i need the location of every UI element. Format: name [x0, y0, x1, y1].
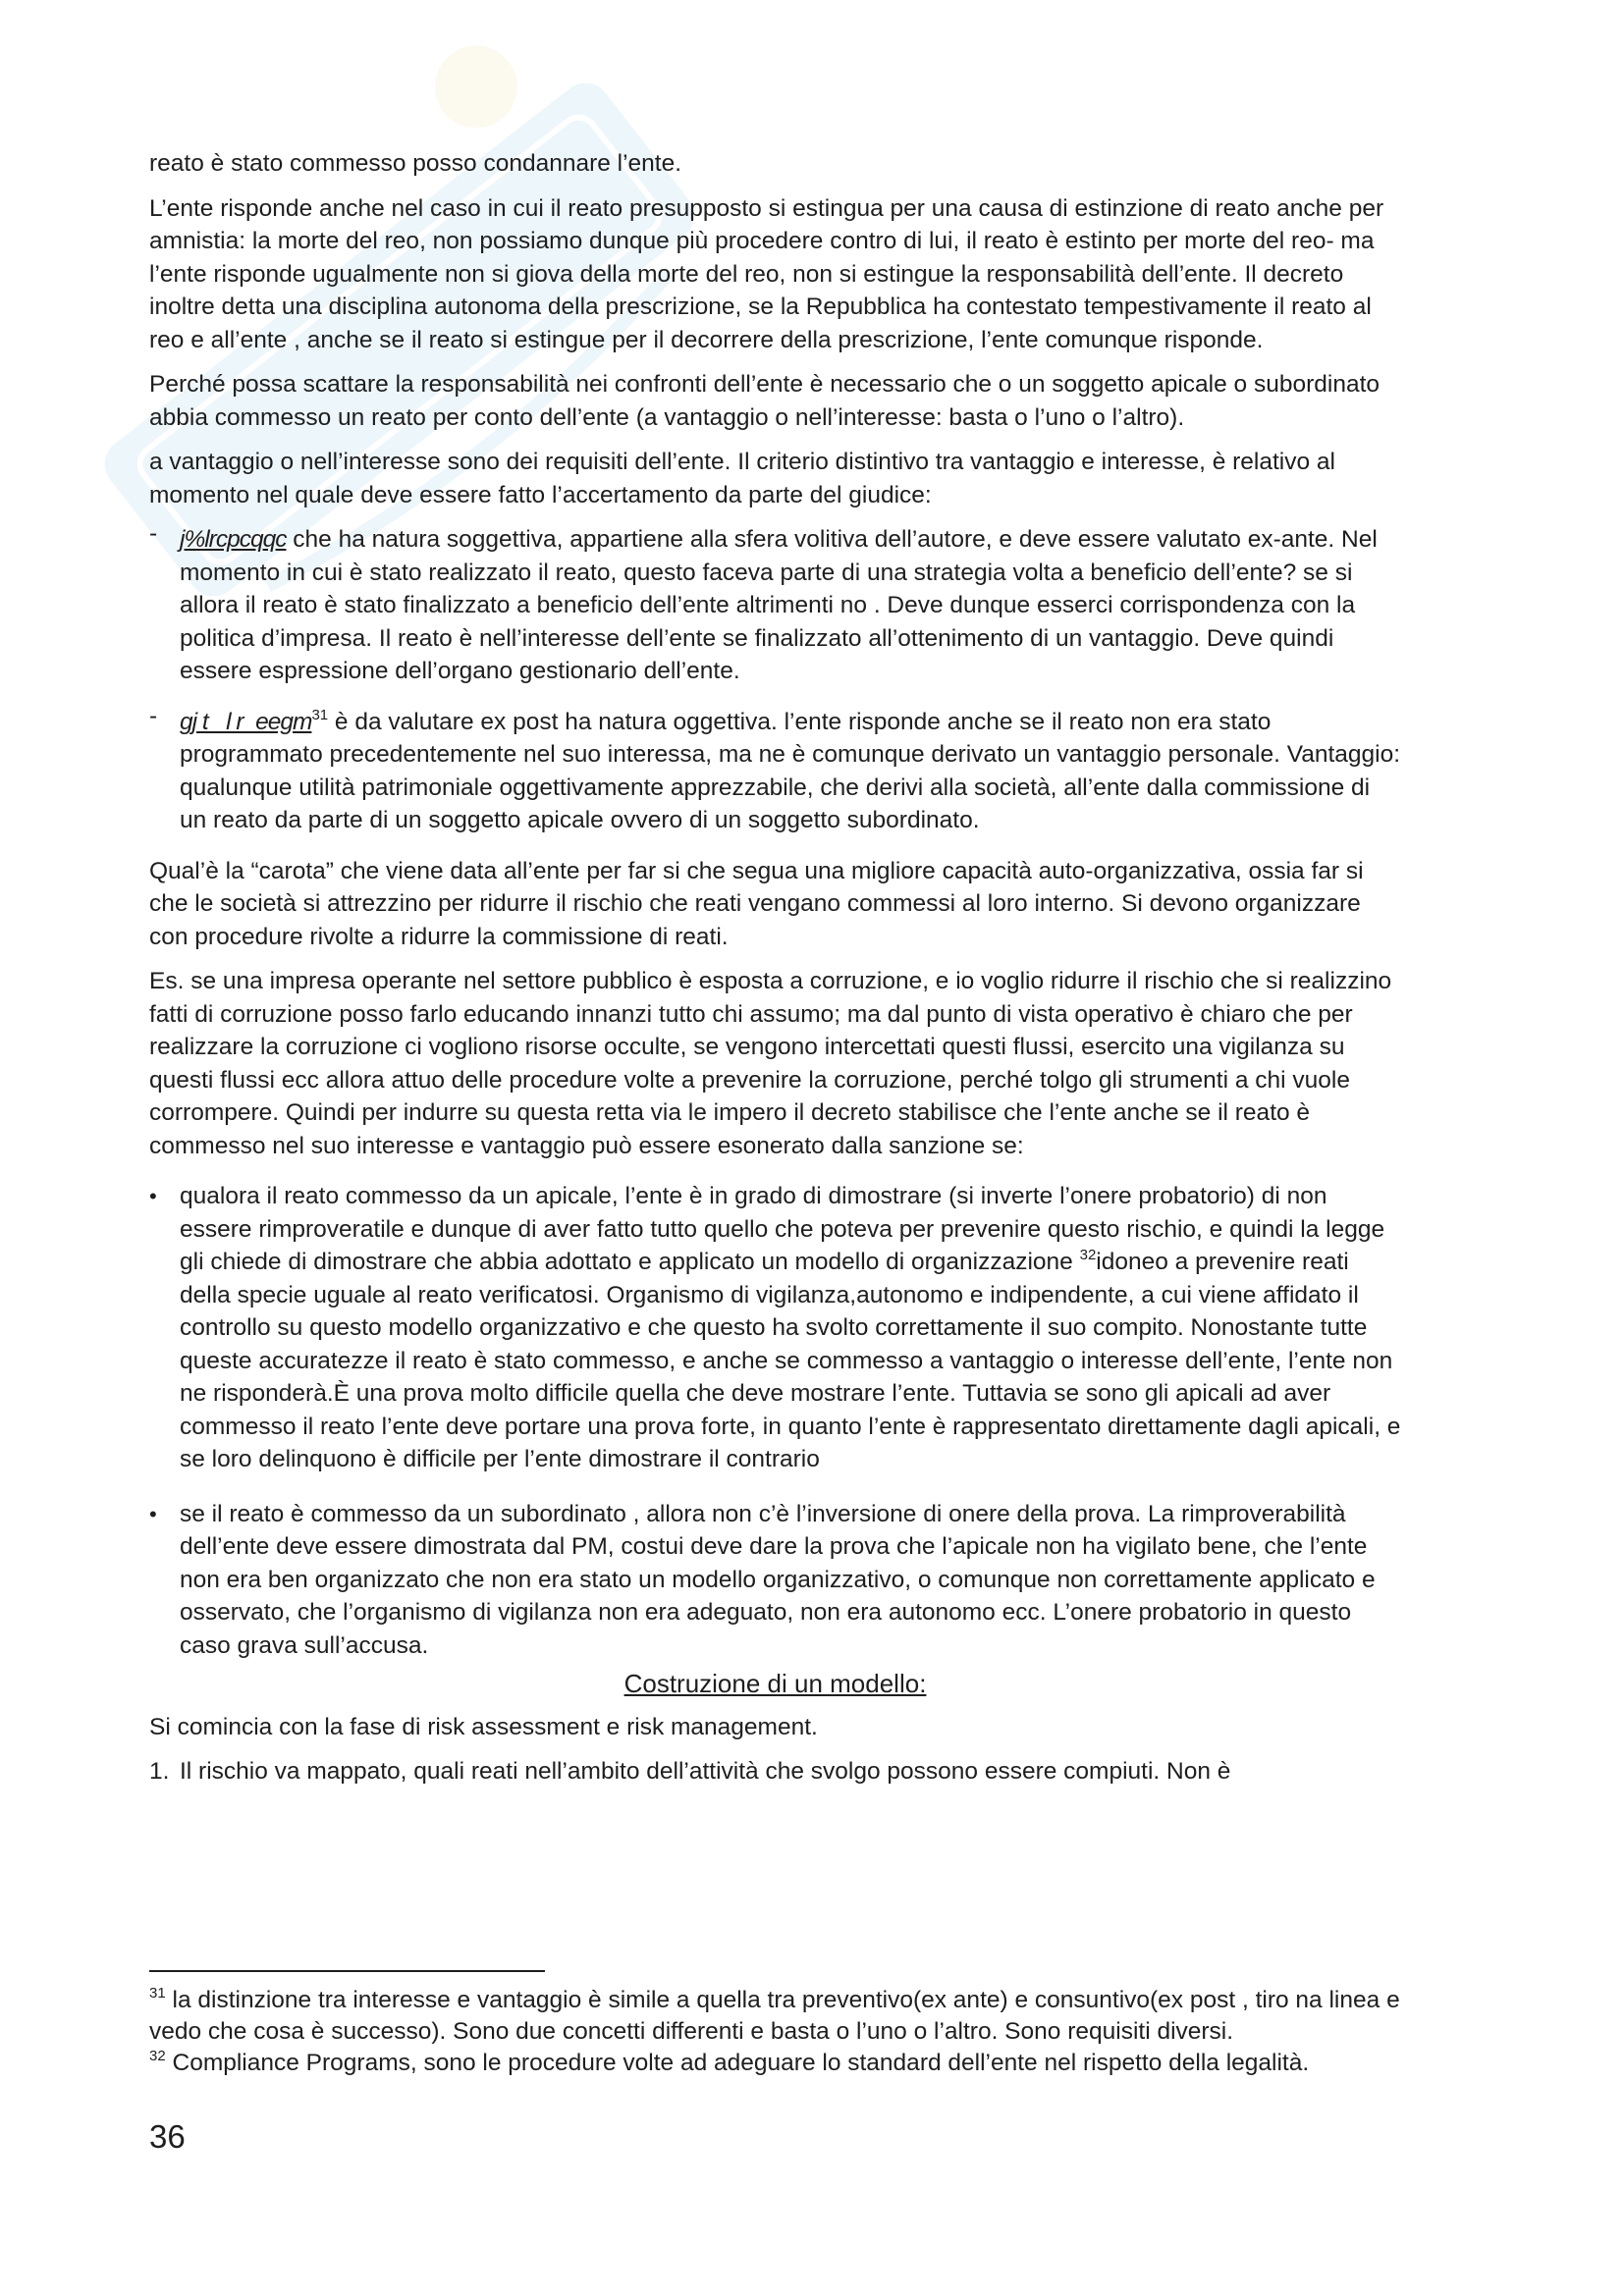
list-marker: - [149, 702, 158, 729]
footnote-ref[interactable]: 31 [311, 706, 329, 723]
list-item [149, 520, 1401, 688]
paragraph: Es. se una impresa operante nel settore pubblico è esposta a corruzione, e io voglio ridurre il rischio che si realizzino fatti di corruzione posso farlo educando innanzi tutto chi assumo; ma dal punto di vista operativo è chiaro che per realizzare la corruzione ci vogliono risorse occulte, se vengono intercettati questi flussi, esercito una vigilanza su questi flussi ecc allora attuo delle procedure volte a prevenire la corruzione, perché tolgo gli strumenti a chi vuole corrompere. Quindi per indurre su questa retta via le impero il decreto stabilisce che l’ente anche se il reato è commesso nel suo interesse e vantaggio può essere esonerato dalla sanzione se: [149, 968, 1392, 1159]
footnote-number: 32 [149, 2048, 166, 2064]
footnotes [149, 1985, 1401, 2079]
paragraph: L’ente risponde anche nel caso in cui il reato presupposto si estingua per una causa di estinzione di reato anche per amnistia: la morte del reo, non possiamo dunque più procedere contro di lui, il reato è estinto per morte del reo- ma l’ente risponde ugualmente non si giova della morte del reo, non si estingue la responsabilità dell’ente. Il decreto inoltre detta una disciplina autonoma della prescrizione, se la Repubblica ha contestato tempestivamente il reato al reo e all’ente , anche se il reato si estingue per il decorrere della prescrizione, l’ente comunque risponde. [149, 194, 1384, 353]
page-number: 36 [149, 2118, 186, 2155]
list-item [149, 1498, 1401, 1663]
page-body [149, 147, 1401, 1789]
paragraph: Qual’è la “carota” che viene data all’ente per far si che segua una migliore capacità auto-organizzativa, ossia far si che le società si attrezzino per ridurre il rischio che reati vengano commessi al loro interno. Si devono organizzare con procedure rivolte a ridurre la commissione di reati. [149, 857, 1364, 950]
paragraph: Si comincia con la fase di risk assessment e risk management. [149, 1713, 818, 1740]
list-text: qualora il reato commesso da un apicale, l’ente è in grado di dimostrare (si inverte l’onere probatorio) di non essere rimproveratile e dunque di aver fatto tutto quello che poteva per prevenire questo rischio, e quindi la legge gli chiede di dimostrare che abbia adottato e applicato un modello di organizzazione [180, 1183, 1385, 1275]
list-text: è da valutare ex post ha natura oggettiva. l’ente risponde anche se il reato non era stato programmato precedentemente nel suo interessa, ma ne è comunque derivato un vantaggio personale. Vantaggio: qualunque utilità patrimoniale oggettivamente apprezzabile, che derivi alla società, all’ente dalla commissione di un reato da parte di un soggetto apicale ovvero di un soggetto subordinato. [180, 708, 1401, 833]
list-text: che ha natura soggettiva, appartiene alla sfera volitiva dell’autore, e deve essere valutato ex-ante. Nel momento in cui è stato realizzato il reato, questo faceva parte di una strategia volta a beneficio dell’ente? se si allora il reato è stato finalizzato a beneficio dell’ente altrimenti no . Deve dunque esserci corrispondenza con la politica d’impresa. Il reato è nell’interesse dell’ente se finalizzato all’ottenimento di un vantaggio. Deve quindi essere espressione dell’organo gestionario dell’ente. [180, 526, 1378, 684]
list-marker: • [149, 1184, 157, 1208]
list-item [149, 1755, 1401, 1789]
footnote-separator [149, 1970, 545, 1972]
list-text: se il reato è commesso da un subordinato , allora non c’è l’inversione di onere della prova. La rimproverabilità dell’ente deve essere dimostrata dal PM, costui deve dare la prova che l’apicale non ha vigilato bene, che l’ente non era ben organizzato che non era stato un modello organizzativo, o comunque non correttamente applicato e osservato, che l’organismo di vigilanza non era adeguato, non era autonomo ecc. L’onere probatorio in questo caso grava sull’accusa. [180, 1500, 1376, 1659]
list-marker: 1. [149, 1758, 170, 1785]
list-text: Il rischio va mappato, quali reati nell’ambito dell’attività che svolgo possono essere compiuti. Non è [180, 1758, 1231, 1785]
footnote-text: la distinzione tra interesse e vantaggio è simile a quella tra preventivo(ex ante) e consuntivo(ex post , tiro na linea e vedo che cosa è successo). Sono due concetti differenti e basta o l’uno o l’altro. Sono requisiti diversi. [149, 1987, 1400, 2045]
footnote-text: Compliance Programs, sono le procedure volte ad adeguare lo standard dell’ente nel rispetto della legalità. [165, 2050, 1310, 2076]
footnote-ref[interactable]: 32 [1079, 1247, 1097, 1263]
footnote [149, 2048, 1401, 2079]
paragraph: reato è stato commesso posso condannare l’ente. [149, 150, 682, 177]
footnote [149, 1985, 1401, 2048]
footnote-number: 31 [149, 1985, 166, 2002]
paragraph: Perché possa scattare la responsabilità nei confronti dell’ente è necessario che o un soggetto apicale o subordinato abbia commesso un reato per conto dell’ente (a vantaggio o nell’interesse: basta o l’uno o l’altro). [149, 371, 1380, 431]
list-text: idoneo a prevenire reati della specie uguale al reato verificatosi. Organismo di vigilanza,autonomo e indipendente, a cui viene affidato il controllo su questo modello organizzativo e che questo ha svolto correttamente il suo compito. Nonostante tutte queste accuratezze il reato è stato commesso, e anche se commesso a vantaggio o interesse dell’ente, l’ente non ne risponderà.È una prova molto difficile quella che deve mostrare l’ente. Tuttavia se sono gli apicali ad aver commesso il reato l’ente deve portare una prova forte, in quanto l’ente è rappresentato direttamente dagli apicali, e se loro delinquono è difficile per l’ente dimostrare il contrario [180, 1249, 1401, 1472]
list-marker: - [149, 520, 158, 547]
list-term: j%lrcpcqqc [180, 526, 287, 553]
list-term: gj t _l r_eegm [180, 708, 312, 735]
section-heading: Costruzione di un modello: [623, 1669, 927, 1698]
list-item [149, 1180, 1401, 1476]
list-item [149, 702, 1401, 837]
list-marker: • [149, 1501, 157, 1526]
paragraph: a vantaggio o nell’interesse sono dei requisiti dell’ente. Il criterio distintivo tra vantaggio e interesse, è relativo al momento nel quale deve essere fatto l’accertamento da parte del giudice: [149, 449, 1335, 508]
